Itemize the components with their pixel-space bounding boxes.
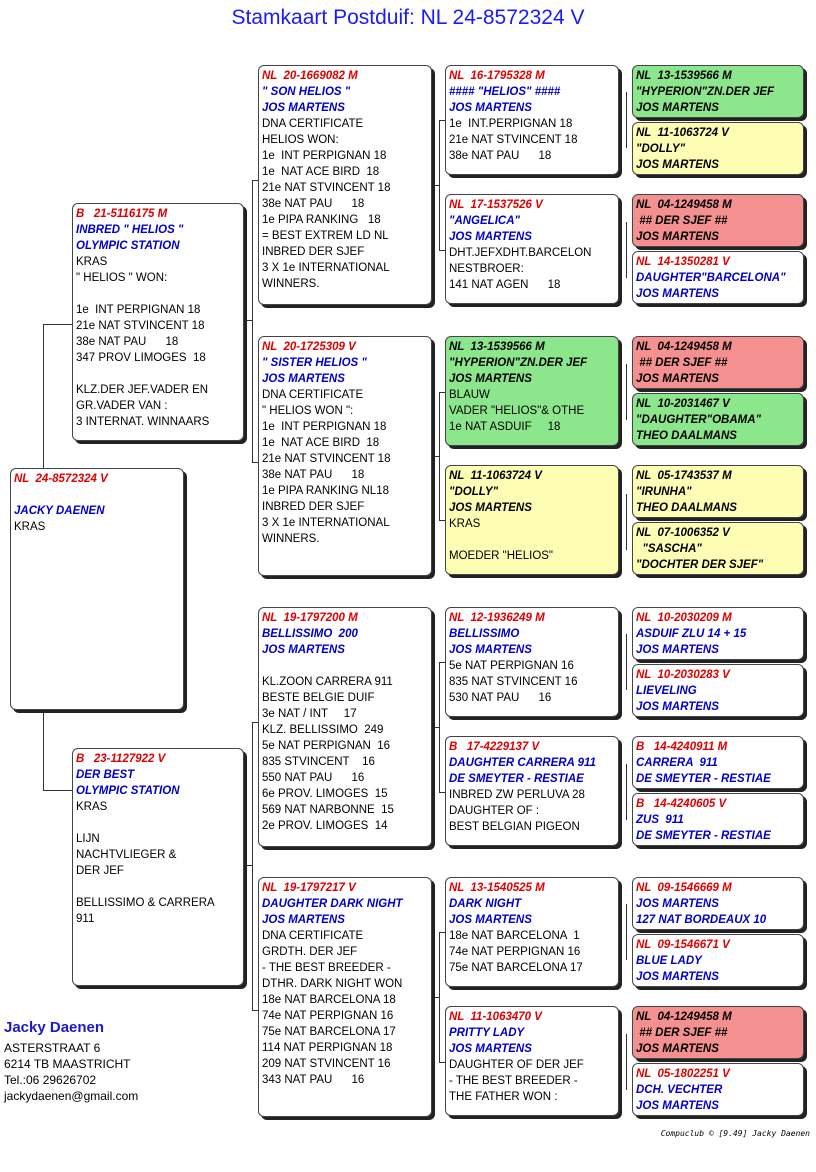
card-line: DER JEF	[76, 865, 124, 877]
card-line: 1e INT PERPIGNAN 18	[76, 304, 201, 316]
pigeon-card-gggp-11	[632, 736, 804, 789]
card-line: - THE BEST BREEDER -	[449, 1075, 578, 1087]
pigeon-card-gggp-5	[632, 336, 804, 389]
card-line: 835 NAT STVINCENT 16	[449, 676, 578, 688]
card-line: ## DER SJEF ##	[636, 1027, 728, 1039]
card-line: "DOLLY"	[636, 143, 686, 155]
card-line: #### "HELIOS" ####	[449, 86, 561, 98]
card-line: INBRED DER SJEF	[262, 246, 365, 258]
card-line: DCH. VECHTER	[636, 1084, 723, 1096]
card-line: JOS MARTENS	[262, 373, 345, 385]
card-line: 74e NAT PERPIGNAN 16	[449, 946, 581, 958]
card-line: = BEST EXTREM LD NL	[262, 230, 389, 242]
card-line: DHT.JEFXDHT.BARCELON	[449, 247, 592, 259]
pigeon-card-grandmother-maternal	[258, 877, 432, 1117]
card-line: MOEDER "HELIOS"	[449, 550, 554, 562]
connector	[433, 727, 439, 728]
pigeon-card-gggp-15	[632, 1006, 804, 1059]
connector	[246, 865, 252, 866]
pigeon-card-gggp-3	[632, 194, 804, 247]
card-line: BELLISSIMO 200	[262, 628, 358, 640]
connector	[626, 904, 627, 960]
pigeon-card-gggp-9	[632, 607, 804, 660]
card-line: DNA CERTIFICATE	[262, 118, 364, 130]
pigeon-card-gggp-13	[632, 877, 804, 930]
pigeon-card-gggp-2	[632, 122, 804, 175]
ring-number: B 17-4229137 V	[449, 741, 540, 753]
card-line	[14, 487, 180, 503]
card-line: THEO DAALMANS	[636, 430, 737, 442]
pigeon-card-gggp-10	[632, 664, 804, 717]
card-line: 18e NAT BARCELONA 18	[262, 994, 396, 1006]
card-line: KRAS	[76, 801, 108, 813]
card-line: DNA CERTIFICATE	[262, 930, 364, 942]
connector	[439, 392, 440, 520]
pigeon-card-grandfather-maternal	[258, 607, 432, 847]
card-line: JOS MARTENS	[449, 1043, 532, 1055]
card-line: 18e NAT BARCELONA 1	[449, 930, 580, 942]
card-line: OLYMPIC STATION	[76, 240, 180, 252]
card-line: 911	[76, 913, 95, 925]
card-line: DE SMEYTER - RESTIAE	[636, 830, 771, 842]
ring-number: NL 11-1063470 V	[449, 1011, 542, 1023]
card-line: JOS MARTENS	[449, 914, 532, 926]
card-line: 75e NAT BARCELONA 17	[449, 962, 583, 974]
card-line: 1e NAT ACE BIRD 18	[262, 166, 380, 178]
ring-number: NL 04-1249458 M	[636, 341, 732, 353]
card-line: ZUS 911	[636, 814, 684, 826]
ring-number: NL 05-1743537 M	[636, 470, 732, 482]
ring-number: NL 13-1539566 M	[449, 341, 545, 353]
card-line: JOS MARTENS	[449, 502, 532, 514]
card-line: DE SMEYTER - RESTIAE	[449, 773, 584, 785]
pigeon-card-gggp-4	[632, 251, 804, 304]
card-line: PRITTY LADY	[449, 1027, 525, 1039]
card-line: 347 PROV LIMOGES 18	[76, 352, 206, 364]
pigeon-card-gggp-1	[632, 65, 804, 118]
card-line: ASDUIF ZLU 14 + 15	[636, 628, 747, 640]
card-line: DAUGHTER OF DER JEF	[449, 1059, 584, 1071]
card-line: JOS MARTENS	[636, 701, 719, 713]
connector	[626, 222, 627, 278]
card-line: KLZ. BELLISSIMO 249	[262, 724, 384, 736]
card-line: " HELIOS WON ":	[262, 405, 354, 417]
ring-number: NL 05-1802251 V	[636, 1068, 730, 1080]
card-line: BLAUW	[449, 389, 490, 401]
card-line	[76, 879, 240, 895]
card-line	[449, 532, 615, 548]
card-line: JOS MARTENS	[636, 373, 719, 385]
card-line: INBRED ZW PERLUVA 28	[449, 789, 585, 801]
card-line: NACHTVLIEGER &	[76, 849, 177, 861]
ring-number: NL 10-2030209 M	[636, 612, 732, 624]
pigeon-card-ggp-8	[445, 1006, 619, 1116]
connector	[626, 764, 627, 820]
card-line: "ANGELICA"	[449, 215, 520, 227]
ring-number: NL 09-1546669 M	[636, 882, 732, 894]
pigeon-card-ggp-5	[445, 607, 619, 717]
card-line: 21e NAT STVINCENT 18	[262, 182, 391, 194]
owner-name: Jacky Daenen	[4, 1019, 105, 1036]
connector	[252, 180, 253, 462]
card-line: DAUGHTER OF :	[449, 805, 540, 817]
card-line: "DAUGHTER"OBAMA"	[636, 414, 761, 426]
card-line: WINNERS.	[262, 533, 320, 545]
card-line: 1e PIPA RANKING 18	[262, 214, 381, 226]
card-line: "SASCHA"	[636, 543, 702, 555]
pigeon-card-mother	[72, 748, 244, 986]
card-line: DE SMEYTER - RESTIAE	[636, 773, 771, 785]
card-line: BELLISSIMO & CARRERA	[76, 897, 215, 909]
card-line: 38e NAT PAU 18	[262, 198, 365, 210]
card-line: JOS MARTENS	[636, 644, 719, 656]
connector	[433, 997, 439, 998]
card-line: 550 NAT PAU 16	[262, 772, 365, 784]
card-line: 74e NAT PERPIGNAN 16	[262, 1010, 394, 1022]
pigeon-card-ggp-4	[445, 465, 619, 575]
connector	[43, 790, 72, 791]
card-line: HELIOS WON:	[262, 134, 339, 146]
owner-street: ASTERSTRAAT 6	[4, 1041, 101, 1055]
card-line: "DOCHTER DER SJEF"	[636, 559, 764, 571]
connector	[439, 662, 440, 792]
card-line: "DOLLY"	[449, 486, 499, 498]
card-line: " SON HELIOS "	[262, 86, 351, 98]
card-line: BLUE LADY	[636, 955, 702, 967]
ring-number: NL 12-1936249 M	[449, 612, 545, 624]
card-line: JOS MARTENS	[636, 159, 719, 171]
card-line: DAUGHTER CARRERA 911	[449, 757, 596, 769]
ring-number: NL 16-1795328 M	[449, 70, 545, 82]
ring-number: B 14-4240911 M	[636, 741, 728, 753]
pigeon-card-gggp-16	[632, 1063, 804, 1116]
connector	[626, 364, 627, 420]
connector	[626, 1034, 627, 1090]
ring-number: NL 13-1539566 M	[636, 70, 732, 82]
card-line: " HELIOS " WON:	[76, 272, 168, 284]
connector	[626, 92, 627, 148]
card-line: 835 STVINCENT 16	[262, 756, 375, 768]
connector	[626, 634, 627, 690]
card-line: 21e NAT STVINCENT 18	[449, 134, 578, 146]
pigeon-card-ggp-1	[445, 65, 619, 175]
ring-number: NL 11-1063724 V	[449, 470, 542, 482]
card-line: JOS MARTENS	[449, 231, 532, 243]
ring-number: NL 04-1249458 M	[636, 1011, 732, 1023]
card-line: BELLISSIMO	[449, 628, 520, 640]
card-line: JOS MARTENS	[262, 914, 345, 926]
card-line: WINNERS.	[262, 278, 320, 290]
card-line: 1e INT.PERPIGNAN 18	[449, 118, 573, 130]
card-line: "IRUNHA"	[636, 486, 692, 498]
page-title: Stamkaart Postduif: NL 24-8572324 V	[231, 6, 585, 29]
card-line: THEO DAALMANS	[636, 502, 737, 514]
card-line: KL.ZOON CARRERA 911	[262, 676, 393, 688]
card-line: BESTE BELGIE DUIF	[262, 692, 375, 704]
card-line: BEST BELGIAN PIGEON	[449, 821, 580, 833]
card-line: - THE BEST BREEDER -	[262, 962, 391, 974]
card-line: 5e NAT PERPIGNAN 16	[262, 740, 391, 752]
card-line: 141 NAT AGEN 18	[449, 279, 561, 291]
card-line: 209 NAT STVINCENT 16	[262, 1058, 391, 1070]
card-line: 1e NAT ACE BIRD 18	[262, 437, 380, 449]
card-line: 3 INTERNAT. WINNAARS	[76, 416, 210, 428]
pigeon-card-grandfather-paternal	[258, 65, 432, 305]
card-line: INBRED DER SJEF	[262, 501, 365, 513]
card-line: 38e NAT PAU 18	[262, 469, 365, 481]
ring-number: NL 10-2030283 V	[636, 669, 730, 681]
card-line: 530 NAT PAU 16	[449, 692, 552, 704]
connector	[43, 710, 44, 790]
card-line: JOS MARTENS	[636, 971, 719, 983]
card-line	[76, 366, 240, 382]
card-line: JOS MARTENS	[636, 231, 719, 243]
card-line: 21e NAT STVINCENT 18	[262, 453, 391, 465]
card-line: 343 NAT PAU 16	[262, 1074, 365, 1086]
pigeon-card-gggp-12	[632, 793, 804, 846]
card-line: KRAS	[76, 256, 108, 268]
card-line: 1e PIPA RANKING NL18	[262, 485, 389, 497]
card-line: ## DER SJEF ##	[636, 215, 728, 227]
pigeon-card-gggp-14	[632, 934, 804, 987]
card-line: JOS MARTENS	[262, 102, 345, 114]
card-line: INBRED " HELIOS "	[76, 224, 184, 236]
ring-number: NL 10-2031467 V	[636, 398, 730, 410]
card-line: "HYPERION"ZN.DER JEF	[636, 86, 775, 98]
pigeon-card-ggp-7	[445, 877, 619, 987]
ring-number: B 23-1127922 V	[76, 753, 166, 765]
connector	[439, 120, 440, 250]
card-line: KRAS	[449, 518, 481, 530]
card-line: 38e NAT PAU 18	[449, 150, 552, 162]
card-line: JOS MARTENS	[636, 898, 719, 910]
pigeon-card-ggp-2	[445, 194, 619, 304]
pigeon-card-ggp-3	[445, 336, 619, 446]
card-line: 1e INT PERPIGNAN 18	[262, 421, 387, 433]
card-line: DARK NIGHT	[449, 898, 522, 910]
card-line: "HYPERION"ZN.DER JEF	[449, 357, 588, 369]
card-line: 127 NAT BORDEAUX 10	[636, 914, 767, 926]
card-line: DNA CERTIFICATE	[262, 389, 364, 401]
card-line: DAUGHTER DARK NIGHT	[262, 898, 403, 910]
card-line: CARRERA 911	[636, 757, 718, 769]
connector	[433, 185, 439, 186]
card-line: JOS MARTENS	[636, 1043, 719, 1055]
card-line	[76, 815, 240, 831]
card-line: DTHR. DARK NIGHT WON	[262, 978, 403, 990]
connector	[43, 324, 44, 468]
card-line	[262, 658, 428, 674]
card-line: THE FATHER WON :	[449, 1091, 558, 1103]
card-line: LIEVELING	[636, 685, 697, 697]
card-line: ## DER SJEF ##	[636, 357, 728, 369]
connector	[626, 494, 627, 550]
pigeon-card-main	[10, 468, 184, 710]
owner-email[interactable]: jackydaenen@gmail.com	[4, 1089, 139, 1103]
ring-number: NL 13-1540525 M	[449, 882, 545, 894]
card-line: " SISTER HELIOS "	[262, 357, 367, 369]
card-line: JACKY DAENEN	[14, 505, 105, 517]
card-line: 75e NAT BARCELONA 17	[262, 1026, 396, 1038]
pigeon-card-grandmother-paternal	[258, 336, 432, 576]
ring-number: NL 19-1797217 V	[262, 882, 356, 894]
card-line: 1e INT PERPIGNAN 18	[262, 150, 387, 162]
card-line: GRDTH. DER JEF	[262, 946, 358, 958]
card-line: KRAS	[14, 521, 46, 533]
card-line: 1e NAT ASDUIF 18	[449, 421, 561, 433]
owner-info	[4, 1018, 138, 1104]
card-line: JOS MARTENS	[449, 102, 532, 114]
card-line	[76, 286, 240, 302]
card-line: 2e PROV. LIMOGES 14	[262, 820, 388, 832]
pigeon-card-gggp-6	[632, 393, 804, 446]
ring-number: NL 09-1546671 V	[636, 939, 730, 951]
card-line: JOS MARTENS	[262, 644, 345, 656]
card-line: DAUGHTER"BARCELONA"	[636, 272, 786, 284]
connector	[433, 456, 439, 457]
card-line: LIJN	[76, 833, 100, 845]
card-line: NESTBROER:	[449, 263, 524, 275]
card-line: 6e PROV. LIMOGES 15	[262, 788, 388, 800]
pigeon-card-gggp-8	[632, 522, 804, 575]
connector	[246, 320, 252, 321]
card-line: 3e NAT / INT 17	[262, 708, 357, 720]
card-line: JOS MARTENS	[636, 288, 719, 300]
card-line: 3 X 1e INTERNATIONAL	[262, 262, 390, 274]
card-line: KLZ.DER JEF.VADER EN	[76, 384, 209, 396]
owner-phone: Tel.:06 29626702	[4, 1073, 97, 1087]
ring-number: NL 19-1797200 M	[262, 612, 358, 624]
connector	[43, 324, 72, 325]
pigeon-card-ggp-6	[445, 736, 619, 846]
card-line: JOS MARTENS	[636, 102, 719, 114]
ring-number: B 21-5116175 M	[76, 208, 168, 220]
ring-number: NL 24-8572324 V	[14, 473, 108, 485]
ring-number: NL 07-1006352 V	[636, 527, 730, 539]
ring-number: NL 20-1725309 V	[262, 341, 356, 353]
connector	[252, 722, 253, 1010]
ring-number: NL 14-1350281 V	[636, 256, 730, 268]
card-line: VADER "HELIOS"& OTHE	[449, 405, 585, 417]
footer-credit: Compuclub © [9.49] Jacky Daenen	[660, 1129, 810, 1138]
card-line: 114 NAT PERPIGNAN 18	[262, 1042, 393, 1054]
ring-number: NL 11-1063724 V	[636, 127, 729, 139]
card-line: GR.VADER VAN :	[76, 400, 168, 412]
ring-number: NL 20-1669082 M	[262, 70, 358, 82]
pigeon-card-gggp-7	[632, 465, 804, 518]
card-line: JOS MARTENS	[636, 1100, 719, 1112]
ring-number: NL 04-1249458 M	[636, 199, 732, 211]
ring-number: NL 17-1537526 V	[449, 199, 543, 211]
card-line: 569 NAT NARBONNE 15	[262, 804, 394, 816]
card-line: 21e NAT STVINCENT 18	[76, 320, 205, 332]
card-line: 3 X 1e INTERNATIONAL	[262, 517, 390, 529]
ring-number: B 14-4240605 V	[636, 798, 727, 810]
card-line: JOS MARTENS	[449, 373, 532, 385]
connector	[439, 932, 440, 1062]
pigeon-card-father	[72, 203, 244, 441]
owner-city: 6214 TB MAASTRICHT	[4, 1057, 131, 1071]
card-line: OLYMPIC STATION	[76, 785, 180, 797]
card-line: 5e NAT PERPIGNAN 16	[449, 660, 574, 672]
card-line: JOS MARTENS	[449, 644, 532, 656]
card-line: 38e NAT PAU 18	[76, 336, 179, 348]
card-line: DER BEST	[76, 769, 135, 781]
